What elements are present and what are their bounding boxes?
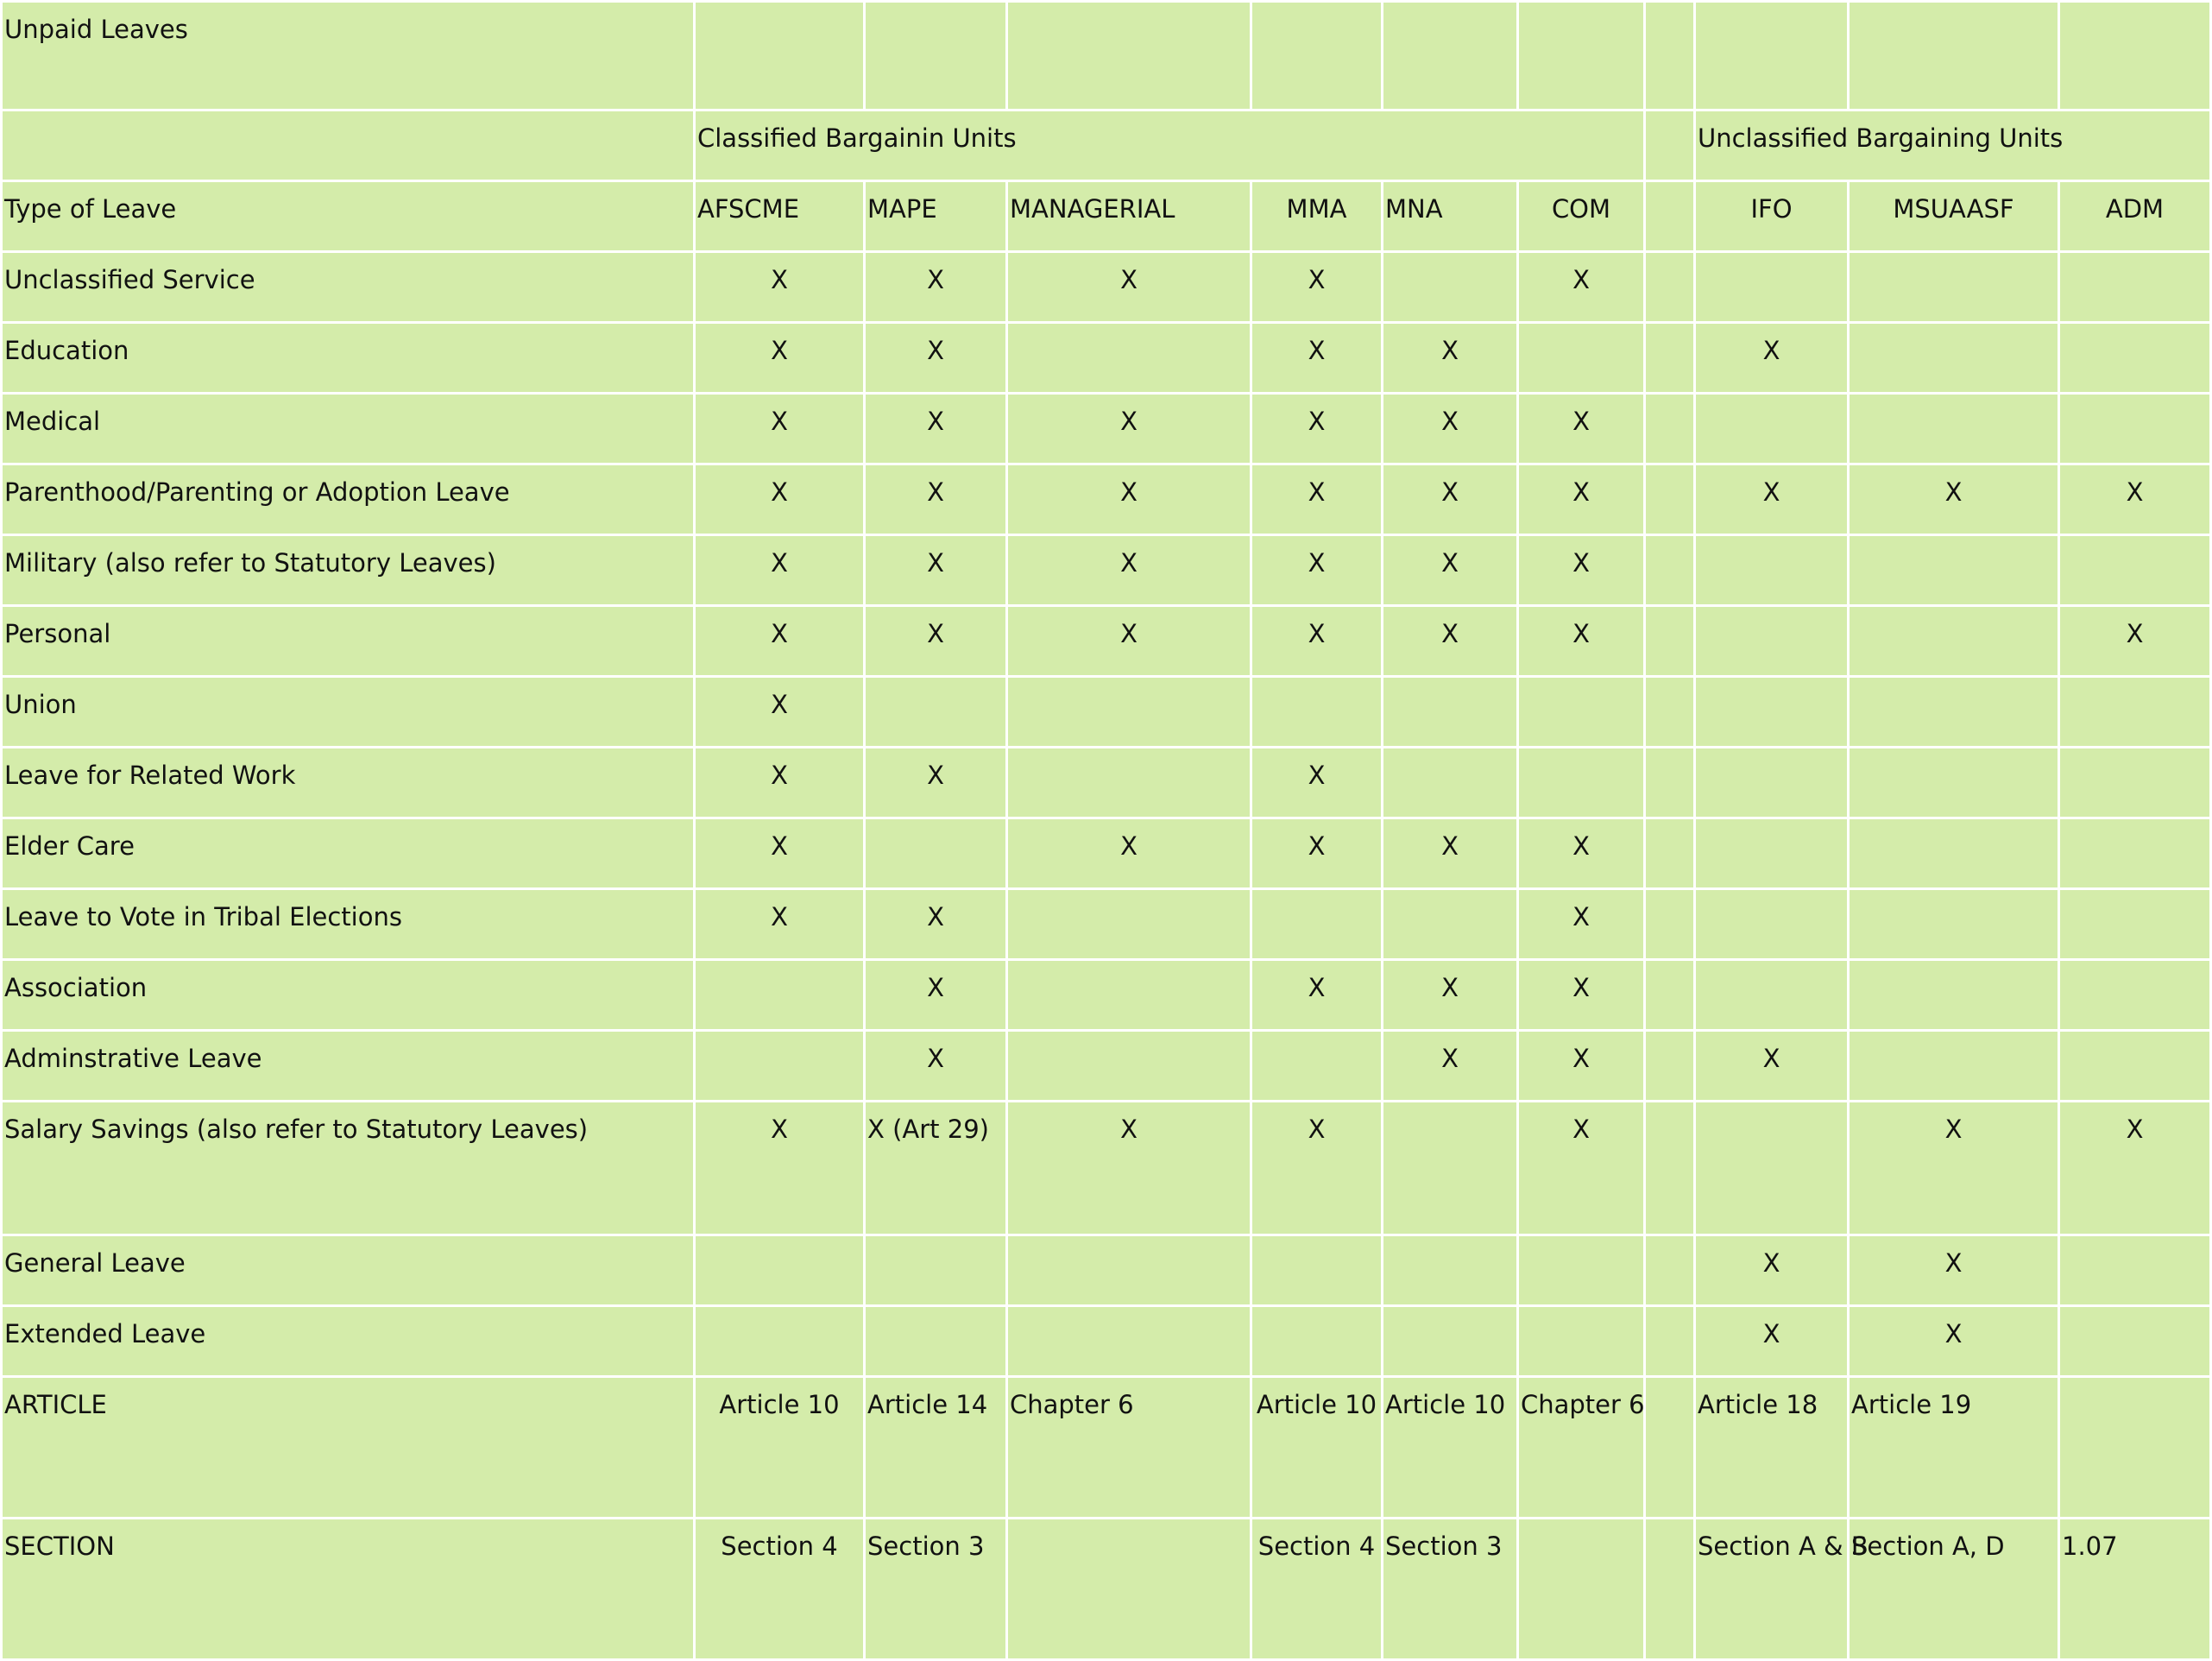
- cell-adm: X: [2059, 1102, 2211, 1235]
- cell-afscme: X: [695, 464, 865, 535]
- cell-ifo: X: [1695, 1235, 1849, 1306]
- cell-mape: Section 3: [865, 1519, 1007, 1660]
- sheet-title: Unpaid Leaves: [2, 2, 695, 111]
- cell-mna: [1383, 1102, 1518, 1235]
- cell-adm: [2059, 1031, 2211, 1102]
- cell-msuaasf: X: [1849, 1102, 2059, 1235]
- cell-mape: X: [865, 252, 1007, 323]
- cell: [865, 2, 1007, 111]
- cell-com: X: [1518, 960, 1645, 1031]
- cell-mape: [865, 818, 1007, 889]
- cell: [1645, 181, 1695, 252]
- cell-msuaasf: [1849, 818, 2059, 889]
- spacer-cell: [1645, 1306, 1695, 1377]
- cell-afscme: X: [695, 323, 865, 394]
- cell-mna: [1383, 748, 1518, 818]
- leave-type-label: Leave to Vote in Tribal Elections: [2, 889, 695, 960]
- cell-mna: [1383, 1306, 1518, 1377]
- cell-msuaasf: [1849, 960, 2059, 1031]
- cell-afscme: [695, 1031, 865, 1102]
- cell-com: X: [1518, 464, 1645, 535]
- cell-mna: X: [1383, 464, 1518, 535]
- cell-ifo: [1695, 252, 1849, 323]
- cell-com: [1518, 748, 1645, 818]
- cell-mape: X: [865, 323, 1007, 394]
- cell-com: X: [1518, 1102, 1645, 1235]
- cell-ifo: [1695, 677, 1849, 748]
- cell-managerial: [1007, 889, 1251, 960]
- cell-mma: X: [1251, 323, 1383, 394]
- article-row: [2, 1377, 2211, 1519]
- cell-ifo: Section A & B: [1695, 1519, 1849, 1660]
- leave-type-label: Unclassified Service: [2, 252, 695, 323]
- cell-ifo: Article 18: [1695, 1377, 1849, 1519]
- cell-adm: [2059, 1306, 2211, 1377]
- cell: [1251, 2, 1383, 111]
- header-mape: MAPE: [865, 181, 1007, 252]
- leave-type-label: Elder Care: [2, 818, 695, 889]
- cell-mape: X: [865, 960, 1007, 1031]
- leave-type-label: ARTICLE: [2, 1377, 695, 1519]
- cell-msuaasf: [1849, 394, 2059, 464]
- cell-com: X: [1518, 252, 1645, 323]
- cell-adm: [2059, 960, 2211, 1031]
- cell-msuaasf: Section A, D: [1849, 1519, 2059, 1660]
- cell-msuaasf: X: [1849, 1235, 2059, 1306]
- cell-adm: X: [2059, 606, 2211, 677]
- cell-afscme: X: [695, 889, 865, 960]
- table-row: [2, 960, 2211, 1031]
- cell-adm: [2059, 748, 2211, 818]
- cell-ifo: [1695, 1102, 1849, 1235]
- cell-managerial: X: [1007, 464, 1251, 535]
- cell-mna: Section 3: [1383, 1519, 1518, 1660]
- cell-adm: 1.07: [2059, 1519, 2211, 1660]
- spacer-cell: [1645, 606, 1695, 677]
- leave-type-label: General Leave: [2, 1235, 695, 1306]
- leave-type-label: Extended Leave: [2, 1306, 695, 1377]
- spacer-cell: [1645, 1031, 1695, 1102]
- spacer-cell: [1645, 1102, 1695, 1235]
- cell-com: X: [1518, 1031, 1645, 1102]
- cell-managerial: [1007, 323, 1251, 394]
- table-row: [2, 1031, 2211, 1102]
- cell: [2059, 2, 2211, 111]
- cell-mna: X: [1383, 535, 1518, 606]
- cell-mma: [1251, 677, 1383, 748]
- cell-mma: X: [1251, 1102, 1383, 1235]
- header-type-of-leave: Type of Leave: [2, 181, 695, 252]
- cell-ifo: [1695, 889, 1849, 960]
- cell: [695, 2, 865, 111]
- table-row: [2, 252, 2211, 323]
- cell: [1645, 2, 1695, 111]
- cell-mape: X (Art 29): [865, 1102, 1007, 1235]
- header-mna: MNA: [1383, 181, 1518, 252]
- cell-mna: X: [1383, 394, 1518, 464]
- spacer-cell: [1645, 323, 1695, 394]
- cell-mape: [865, 677, 1007, 748]
- table-row: [2, 464, 2211, 535]
- cell-managerial: X: [1007, 252, 1251, 323]
- cell: [1645, 111, 1695, 181]
- cell-adm: [2059, 1377, 2211, 1519]
- cell-ifo: X: [1695, 464, 1849, 535]
- cell-managerial: [1007, 960, 1251, 1031]
- cell-mma: Article 10: [1251, 1377, 1383, 1519]
- cell-mma: X: [1251, 464, 1383, 535]
- table-row: [2, 1102, 2211, 1235]
- cell-managerial: [1007, 1031, 1251, 1102]
- spacer-cell: [1645, 252, 1695, 323]
- cell-mma: X: [1251, 535, 1383, 606]
- cell-adm: [2059, 818, 2211, 889]
- table-row: [2, 606, 2211, 677]
- cell-com: X: [1518, 394, 1645, 464]
- cell-com: X: [1518, 606, 1645, 677]
- cell-ifo: X: [1695, 1306, 1849, 1377]
- cell-msuaasf: [1849, 535, 2059, 606]
- cell-mna: [1383, 677, 1518, 748]
- cell-msuaasf: [1849, 252, 2059, 323]
- cell-afscme: [695, 1306, 865, 1377]
- cell-com: [1518, 323, 1645, 394]
- cell-mma: X: [1251, 394, 1383, 464]
- cell-adm: X: [2059, 464, 2211, 535]
- spacer-cell: [1645, 1377, 1695, 1519]
- cell-msuaasf: X: [1849, 1306, 2059, 1377]
- cell: [1695, 2, 1849, 111]
- cell-afscme: [695, 960, 865, 1031]
- cell-mma: X: [1251, 818, 1383, 889]
- cell-afscme: X: [695, 394, 865, 464]
- header-com: COM: [1518, 181, 1645, 252]
- cell: [2, 111, 695, 181]
- cell-afscme: [695, 1235, 865, 1306]
- cell-adm: [2059, 394, 2211, 464]
- cell-mape: X: [865, 606, 1007, 677]
- cell-mna: X: [1383, 960, 1518, 1031]
- cell-ifo: [1695, 606, 1849, 677]
- cell: [1007, 2, 1251, 111]
- cell: [1383, 2, 1518, 111]
- cell-ifo: X: [1695, 323, 1849, 394]
- cell-com: [1518, 1235, 1645, 1306]
- header-managerial: MANAGERIAL: [1007, 181, 1251, 252]
- cell-ifo: X: [1695, 1031, 1849, 1102]
- cell-adm: [2059, 323, 2211, 394]
- table-row: [2, 748, 2211, 818]
- cell-managerial: Chapter 6: [1007, 1377, 1251, 1519]
- cell-adm: [2059, 889, 2211, 960]
- cell-mna: [1383, 1235, 1518, 1306]
- cell-afscme: X: [695, 1102, 865, 1235]
- cell-afscme: X: [695, 252, 865, 323]
- title-row: [2, 2, 2211, 111]
- group-header-row: [2, 111, 2211, 181]
- unclassified-group-label: Unclassified Bargaining Units: [1695, 111, 2211, 181]
- cell-mma: Section 4: [1251, 1519, 1383, 1660]
- cell-ifo: [1695, 818, 1849, 889]
- cell-com: Chapter 6: [1518, 1377, 1645, 1519]
- cell-mape: X: [865, 1031, 1007, 1102]
- cell-mape: [865, 1235, 1007, 1306]
- section-row: [2, 1519, 2211, 1660]
- cell-adm: [2059, 252, 2211, 323]
- leave-type-label: Education: [2, 323, 695, 394]
- leave-type-label: Parenthood/Parenting or Adoption Leave: [2, 464, 695, 535]
- table-row: [2, 1235, 2211, 1306]
- table-row: [2, 394, 2211, 464]
- cell-mape: X: [865, 535, 1007, 606]
- leave-type-label: Adminstrative Leave: [2, 1031, 695, 1102]
- leave-type-label: Union: [2, 677, 695, 748]
- leave-type-label: Salary Savings (also refer to Statutory Leaves): [2, 1102, 695, 1235]
- cell-mape: X: [865, 889, 1007, 960]
- cell-managerial: X: [1007, 535, 1251, 606]
- cell-msuaasf: [1849, 748, 2059, 818]
- cell-afscme: X: [695, 748, 865, 818]
- cell-ifo: [1695, 535, 1849, 606]
- header-msuaasf: MSUAASF: [1849, 181, 2059, 252]
- cell: [1518, 2, 1645, 111]
- spacer-cell: [1645, 818, 1695, 889]
- cell-msuaasf: [1849, 323, 2059, 394]
- header-adm: ADM: [2059, 181, 2211, 252]
- cell-mma: X: [1251, 748, 1383, 818]
- cell-com: X: [1518, 535, 1645, 606]
- cell-managerial: X: [1007, 394, 1251, 464]
- cell-msuaasf: [1849, 606, 2059, 677]
- cell-adm: [2059, 1235, 2211, 1306]
- spacer-cell: [1645, 1235, 1695, 1306]
- cell-com: [1518, 1306, 1645, 1377]
- cell-managerial: X: [1007, 1102, 1251, 1235]
- leave-type-label: Leave for Related Work: [2, 748, 695, 818]
- cell-mna: [1383, 889, 1518, 960]
- cell-com: X: [1518, 818, 1645, 889]
- cell-adm: [2059, 535, 2211, 606]
- spacer-cell: [1645, 748, 1695, 818]
- spacer-cell: [1645, 535, 1695, 606]
- cell-msuaasf: [1849, 677, 2059, 748]
- table-row: [2, 535, 2211, 606]
- cell-afscme: Section 4: [695, 1519, 865, 1660]
- spacer-cell: [1645, 1519, 1695, 1660]
- cell-mma: [1251, 1235, 1383, 1306]
- cell-adm: [2059, 677, 2211, 748]
- cell-mape: X: [865, 394, 1007, 464]
- cell-msuaasf: X: [1849, 464, 2059, 535]
- cell-mna: Article 10: [1383, 1377, 1518, 1519]
- cell-managerial: [1007, 1235, 1251, 1306]
- spacer-cell: [1645, 394, 1695, 464]
- cell-mape: [865, 1306, 1007, 1377]
- cell-mna: X: [1383, 818, 1518, 889]
- spacer-cell: [1645, 677, 1695, 748]
- column-header-row: [2, 181, 2211, 252]
- cell-managerial: X: [1007, 818, 1251, 889]
- cell-mna: [1383, 252, 1518, 323]
- cell-mma: [1251, 1031, 1383, 1102]
- leave-type-label: Military (also refer to Statutory Leaves): [2, 535, 695, 606]
- cell-managerial: [1007, 1306, 1251, 1377]
- spacer-cell: [1645, 464, 1695, 535]
- cell-mna: X: [1383, 606, 1518, 677]
- table-row: [2, 1306, 2211, 1377]
- cell-afscme: X: [695, 818, 865, 889]
- cell-ifo: [1695, 960, 1849, 1031]
- cell-mape: X: [865, 464, 1007, 535]
- cell: [1849, 2, 2059, 111]
- cell-afscme: X: [695, 677, 865, 748]
- header-mma: MMA: [1251, 181, 1383, 252]
- table-row: [2, 889, 2211, 960]
- cell-managerial: X: [1007, 606, 1251, 677]
- cell-ifo: [1695, 748, 1849, 818]
- table-row: [2, 323, 2211, 394]
- cell-mma: [1251, 889, 1383, 960]
- cell-mma: X: [1251, 252, 1383, 323]
- table-row: [2, 677, 2211, 748]
- cell-mma: X: [1251, 606, 1383, 677]
- cell-mape: X: [865, 748, 1007, 818]
- cell-msuaasf: Article 19: [1849, 1377, 2059, 1519]
- cell-mna: X: [1383, 323, 1518, 394]
- cell-msuaasf: [1849, 1031, 2059, 1102]
- cell-com: [1518, 1519, 1645, 1660]
- leave-type-label: Personal: [2, 606, 695, 677]
- cell-afscme: X: [695, 606, 865, 677]
- leave-type-label: SECTION: [2, 1519, 695, 1660]
- spacer-cell: [1645, 889, 1695, 960]
- table-row: [2, 818, 2211, 889]
- cell-com: [1518, 677, 1645, 748]
- cell-managerial: [1007, 1519, 1251, 1660]
- cell-managerial: [1007, 748, 1251, 818]
- cell-mna: X: [1383, 1031, 1518, 1102]
- cell-afscme: Article 10: [695, 1377, 865, 1519]
- leave-type-label: Medical: [2, 394, 695, 464]
- cell-mape: Article 14: [865, 1377, 1007, 1519]
- spacer-cell: [1645, 960, 1695, 1031]
- header-ifo: IFO: [1695, 181, 1849, 252]
- cell-mma: X: [1251, 960, 1383, 1031]
- classified-group-label: Classified Bargainin Units: [695, 111, 1645, 181]
- leave-type-label: Association: [2, 960, 695, 1031]
- cell-managerial: [1007, 677, 1251, 748]
- cell-afscme: X: [695, 535, 865, 606]
- header-afscme: AFSCME: [695, 181, 865, 252]
- cell-mma: [1251, 1306, 1383, 1377]
- cell-ifo: [1695, 394, 1849, 464]
- cell-com: X: [1518, 889, 1645, 960]
- cell-msuaasf: [1849, 889, 2059, 960]
